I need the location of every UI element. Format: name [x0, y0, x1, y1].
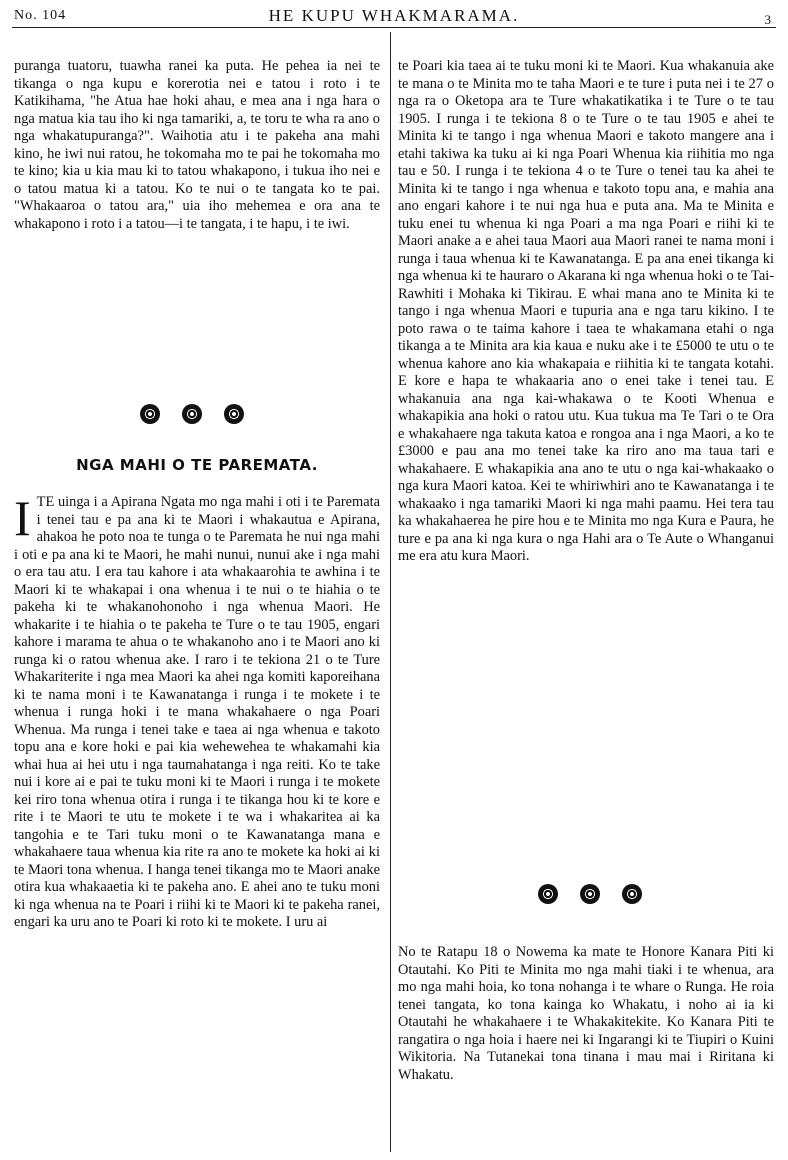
intro-paragraph: puranga tuatoru, tuawha ranei ka puta. He pehea ia nei te tikanga o nga kupu e korerotia nei e tatou i roto i te Katikihama, "he Atua hae hoki ahau, e mea ana i nga hara o nga matua kia tau iho ki nga tamariki, a, te toru te wha ra ano o nga whakatupuranga?". Waihotia atu i te pakeha ana mahi kino, he iwi nui ratou, he tokomaha mo te pai he tokomaha mo te kino; kia u kia mau ki to tatou whakapono, i tukua iho nei e o tatou matua ki a tatou. Ko te nui o te tangata ko te pai. "Whakaaroa o tatou ara," uia iho mehemea e ora ana te whakapono i roto i a tatou—i te tangata, i te hapu, i te iwi.	[14, 58, 380, 232]
rosette-ornament-icon	[622, 884, 642, 904]
column-divider	[390, 32, 391, 1152]
rosette-ornament-icon	[580, 884, 600, 904]
rosette-ornament-icon	[182, 404, 202, 424]
page-header	[14, 6, 774, 28]
issue-number: No. 104	[14, 8, 67, 23]
page-number: 3	[764, 12, 772, 27]
drop-cap: I	[14, 490, 31, 546]
ornament-row-right	[538, 884, 642, 904]
ornament-row-left	[140, 404, 244, 424]
notice-paragraph: No te Ratapu 18 o Nowema ka mate te Honore Kanara Piti ki Otautahi. Ko Piti te Minita mo nga mahi tiaki i te whenua, ara mo nga mahi hoia, ko tona nohanga i te whare o Runga. He roia tenei tangata, ko tona kainga ko Whakatu, i noho ai ia ki Otautahi he whakahaere i te Whakakitekite. Ko Kanara Piti te rangatira o nga hoia i haere nei ki Ingarangi ki te Tiupiri o Kuini Wikitoria. Na Tutanekai tona tinana i mau mai i Riritana ki Whakatu.	[398, 944, 774, 1083]
right-article	[398, 58, 774, 566]
article-continuation: te Poari kia taea ai te tuku moni ki te Maori. Kua whakanuia ake te mana o te Minita mo te taha Maori e te ture i puta nei i te 27 o nga ra o Oketopa ara te Ture whakatikatika i te Ture o te tau 1905. I runga i te tekiona 8 o te Ture o te tau 1905 e ahei te Minita ki te tango i nga whenua Maori e takoto mangere ana i etahi takiwa ka tuku ai ki nga Poari Whenua kia riihitia mo nga tau e 50. I runga i te tekiona 4 o te Ture o tenei tau ka ahei te Minita ki te tango i nga whenua e takoto topu ana, e mahia ana ano engari kahore i te nui nga hua e puta ana. Ma te Minita e tuku enei tu whenua ki nga Poari a ma nga Poari e riihi ki te Maori anake a e ahei taua Maori aua Maori ranei te nama moni i runga i taua whenua ki te Kawanatanga. E pa ana enei tikanga ki nga whenua ki te hauraro o Akarana ki nga whenua hoki o te Tai-Rawhiti i Mohaka ki Tikirau. E whai mana ano te Minita ki te tango i nga whenua Maori e tupuria ana e nga taru kikino. I te poto rawa o te taima kahore i taea te whakamana etahi o nga tikanga a te Minita ara kia kaua e nuku ake i te £5000 te utu o te whenua kahore ano kia whakapaia e riihitia ki te tangata kotahi. E kore e hapa te whakaaria ano o enei take i tenei tau. E whakanuia ana nga kai-whakawa o te Kooti Whenua e whakapikia ana hoki o ratou utu. Kua tukua ma Te Tari o te Ora e whakahaere nga takuta katoa e rongoa ana i nga Maori, a ko te £3000 e pau ana mo tenei take ka riro ano ma taua tari e whakahaere. E whakapikia ana ano te utu o nga kai-whakaako o nga kura Maori katoa. Kei te whiriwhiri ano te Kawanatanga i te whakaako i nga tamariki Maori ki nga mahi paamu. Hei tera tau ka whakahaerea he pire hou e te Minita mo nga Kura e Paura, he ture e pa ana ki nga kura o nga Hahi ara o Te Aute o Whanganui me era atu kura Maori.	[398, 58, 774, 564]
article-text: TE uinga i a Apirana Ngata mo nga mahi i oti i te Paremata i tenei tau e pa ana ki te Maori i whakautua e Apirana, ahakoa he poto noa te tunga o te Paremata he nui nga mahi i oti e pa ana ki te Maori, he mahi nunui, nunui ake i nga mahi o era tau atu. I era tau kahore i ata whakaarohia te awhina i te Maori ki te whakapai i ona whenua i te nui o te hiahia o te pakeha ki te whakanohonoho i nga whenua Maori. He whakarite i te hiahia o te pakeha te Ture o te tau 1905, engari kahore i marama te ahua o te whakanoho ano i te Maori ano ki runga ki o ratou whenua ake. I raro i te tekiona 21 o te Ture Whakariterite i nga mea Maori ka ahei nga komiti kaporeihana ki te nama moni i te Kawanatanga i runga i te mokete i te whenua i runga hoki i te mana whakahaere o nga Poari Whenua. Ma runga i tenei take e taea ai nga whenua e takoto topu ana e kore hoki e pai kia wehewehea te whakamahi kia whai hua ai hei utu i nga taumahatanga i nga reiti. Ko te take nui i kore ai e pai te tuku moni ki te Maori i runga i te mokete kei riro tona whenua otira i runga i te tikanga hou ki te kore e rite i te Maori te utu te mokete i te wa i whakaritea ai ka tangohia e te Tari tuku moni o te Kawanatanga mana e whakahaere taua whenua kia rite ra ano te mokete ka hoki ai ki te Maori tona whenua. I hanga tenei tikanga mo te Maori anake otira kua whakaaetia ki te pakeha ano. E ahei ano te tuku moni ki nga whenua na te Poari i riihi ki te Maori ki te pakeha ranei, engari ka uru ano te Poari ki roto ki te mokete. I uru ai	[14, 494, 380, 930]
section-heading: NGA MAHI O TE PAREMATA.	[76, 456, 318, 474]
header-rule	[12, 27, 776, 28]
newspaper-title: HE KUPU WHAKMARAMA.	[268, 6, 520, 25]
left-intro	[14, 58, 380, 233]
right-notice	[398, 944, 774, 1084]
left-article	[14, 490, 380, 932]
rosette-ornament-icon	[224, 404, 244, 424]
rosette-ornament-icon	[140, 404, 160, 424]
article-paragraph	[14, 490, 380, 932]
rosette-ornament-icon	[538, 884, 558, 904]
